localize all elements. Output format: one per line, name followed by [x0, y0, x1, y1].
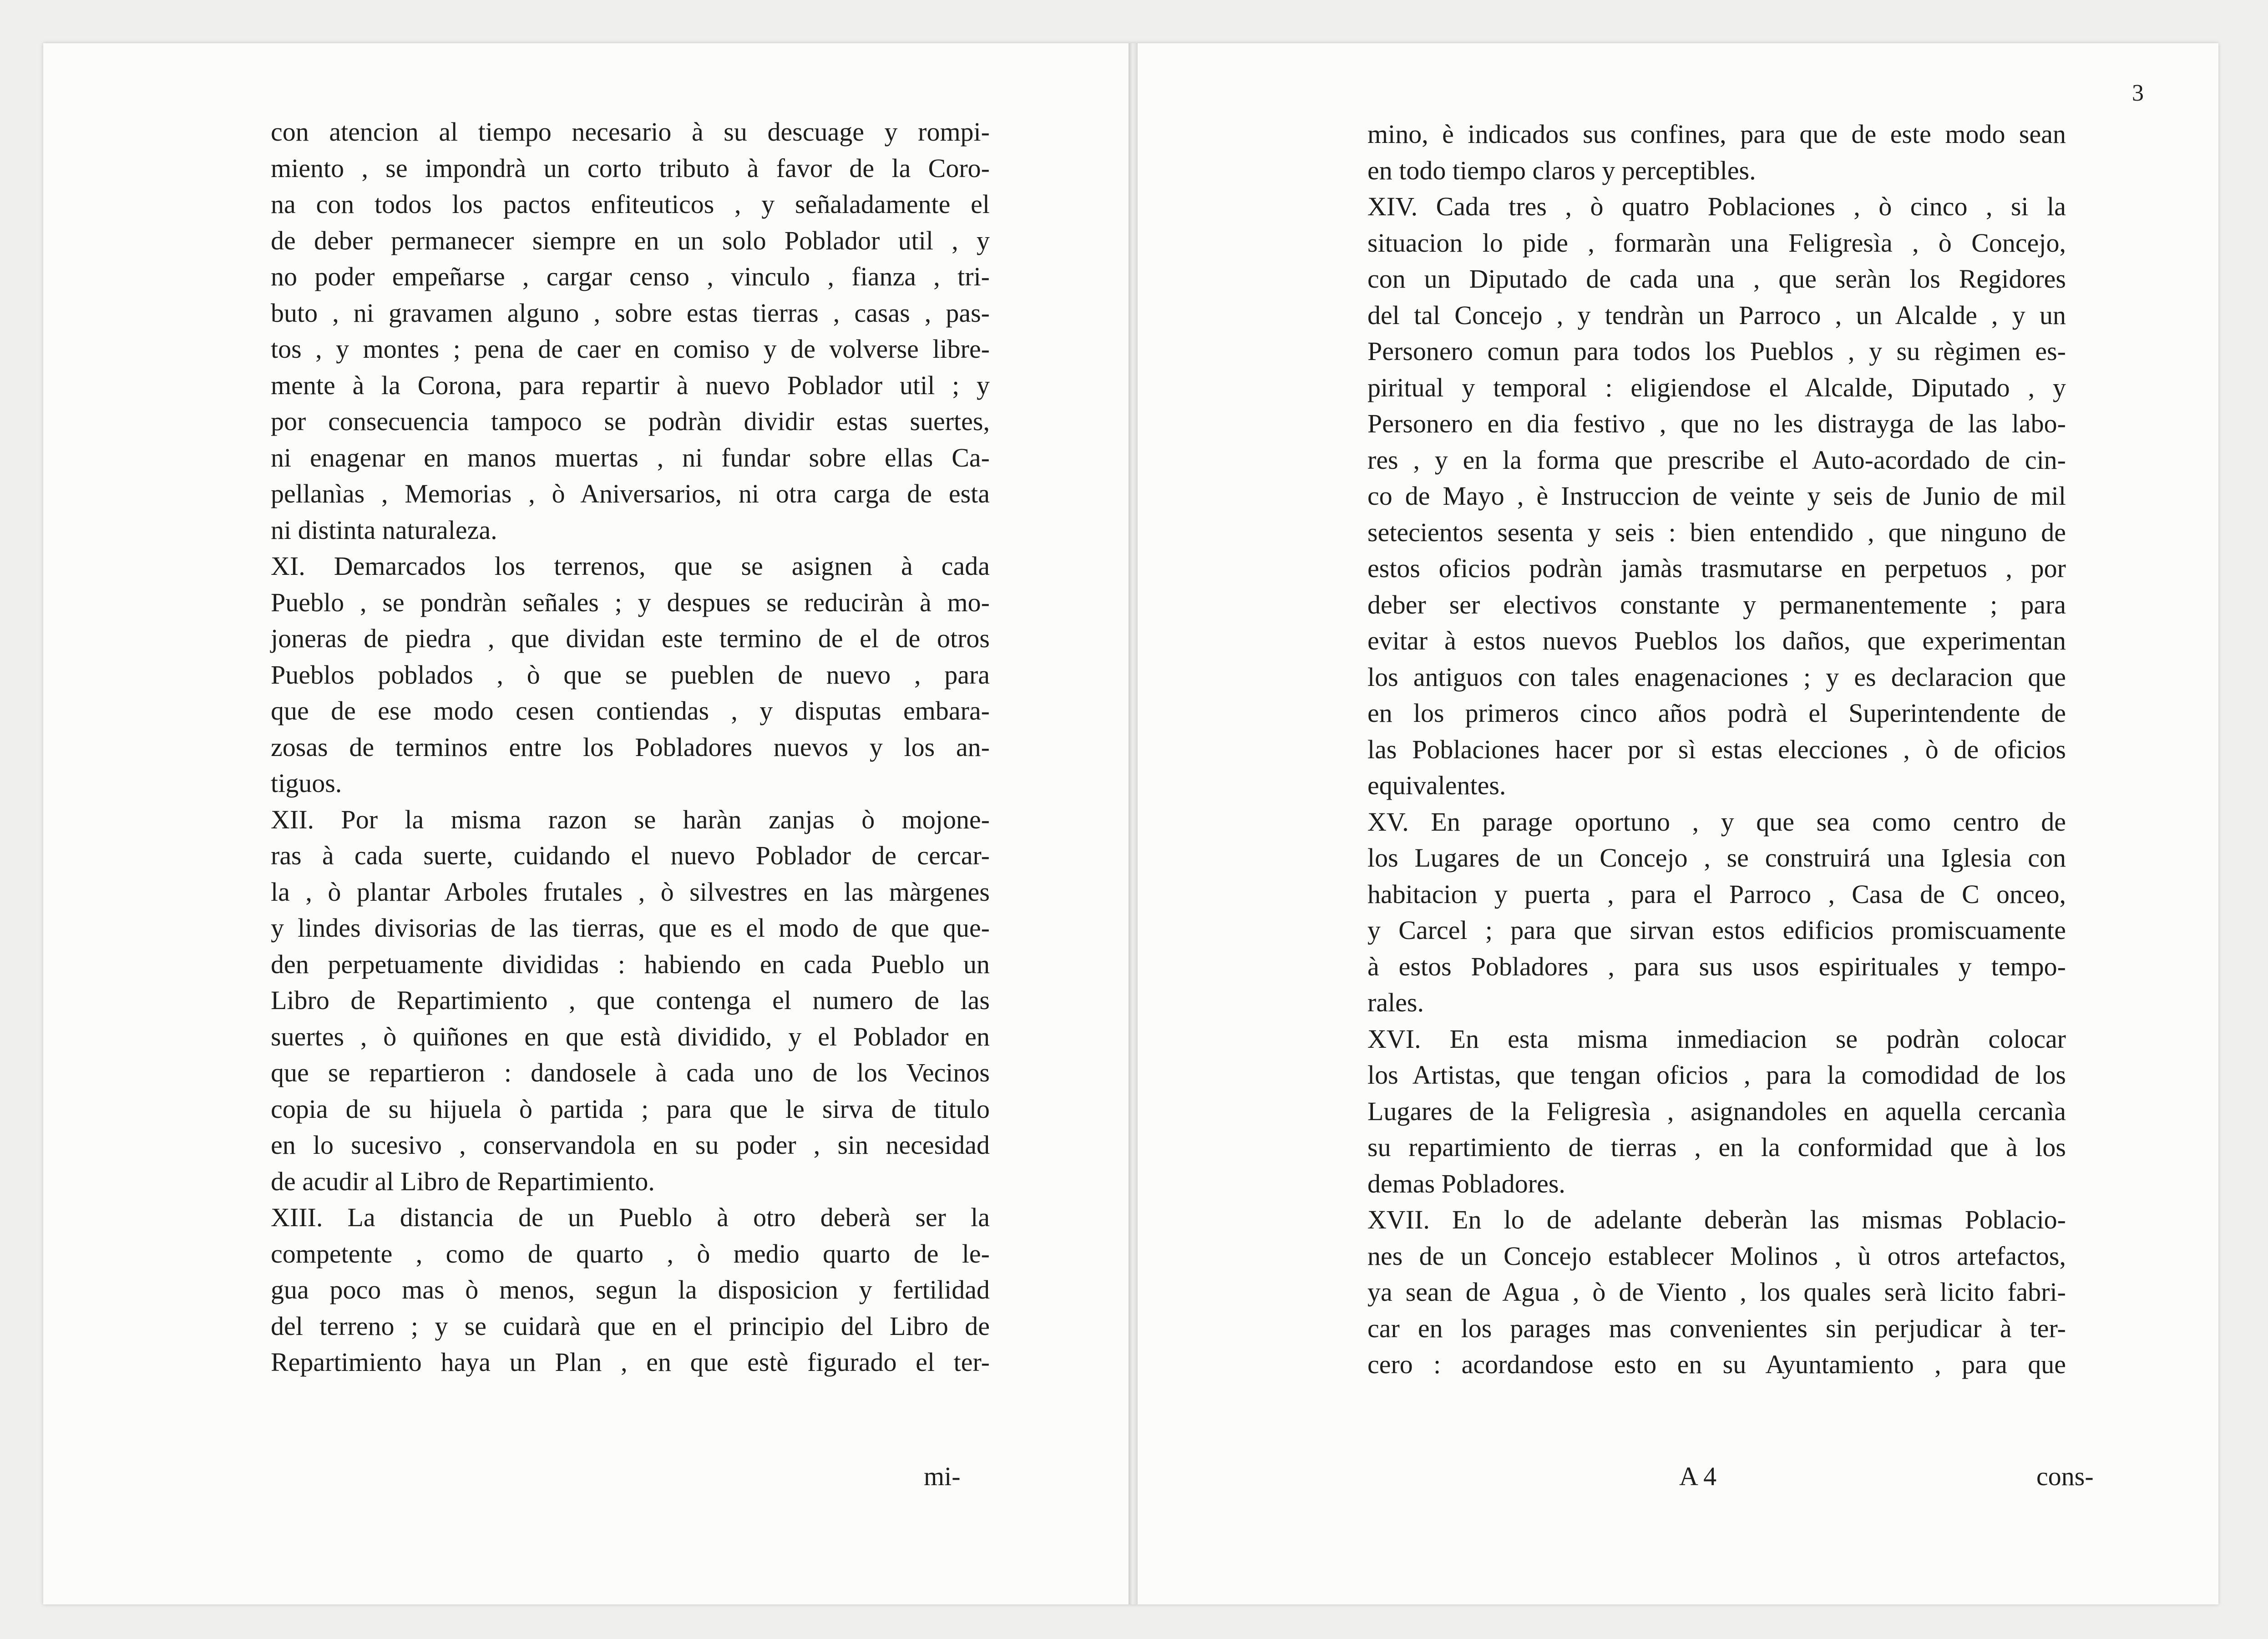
text-line: los Lugares de un Concejo , se construirá una Iglesia con	[1367, 843, 2066, 873]
text-line: los Artistas, que tengan oficios , para la comodidad de los	[1367, 1060, 2066, 1090]
text-line: co de Mayo , è Instruccion de veinte y seis de Junio de mil	[1367, 481, 2066, 511]
text-line: en los primeros cinco años podrà el Superintendente de	[1367, 698, 2066, 728]
text-line: del tal Concejo , y tendràn un Parroco , un Alcalde , y un	[1367, 300, 2066, 330]
text-line: XIII. La distancia de un Pueblo à otro deberà ser la	[271, 1203, 990, 1232]
text-line: que se repartieron : dandosele à cada uno de los Vecinos	[271, 1058, 990, 1087]
text-line: Personero en dia festivo , que no les distrayga de las labo-	[1367, 409, 2066, 438]
text-line: rales.	[1367, 988, 1424, 1017]
text-line: gua poco mas ò menos, segun la disposicion y fertilidad	[271, 1275, 990, 1304]
text-line: res , y en la forma que prescribe el Auto-acordado de cin-	[1367, 445, 2066, 475]
text-line: no poder empeñarse , cargar censo , vinculo , fianza , tri-	[271, 262, 990, 291]
text-line: que de ese modo cesen contiendas , y disputas embara-	[271, 696, 990, 726]
text-line: copia de su hijuela ò partida ; para que le sirva de titulo	[271, 1094, 990, 1124]
text-line: los antiguos con tales enagenaciones ; y es declaracion que	[1367, 662, 2066, 692]
text-line: equivalentes.	[1367, 771, 1506, 800]
text-line: joneras de piedra , que dividan este termino de el de otros	[271, 624, 990, 653]
text-line: Lugares de la Feligresìa , asignandoles en aquella cercanìa	[1367, 1096, 2066, 1126]
text-line: las Poblaciones hacer por sì estas elecciones , ò de oficios	[1367, 734, 2066, 764]
text-line: suertes , ò quiñones en que està dividido, y el Poblador en	[271, 1021, 990, 1051]
text-line: Personero comun para todos los Pueblos , y su règimen es-	[1367, 336, 2066, 366]
text-line: cero : acordandose esto en su Ayuntamiento , para que	[1367, 1350, 2066, 1379]
text-line: ni distinta naturaleza.	[271, 515, 497, 545]
text-line: con atencion al tiempo necesario à su descuage y rompi-	[271, 117, 990, 147]
text-line: mente à la Corona, para repartir à nuevo Poblador util ; y	[271, 370, 990, 400]
book-gutter	[1129, 43, 1138, 1604]
text-line: estos oficios podràn jamàs trasmutarse en perpetuos , por	[1367, 553, 2066, 583]
text-line: en todo tiempo claros y perceptibles.	[1367, 155, 1756, 185]
text-line: miento , se impondrà un corto tributo à favor de la Coro-	[271, 153, 990, 183]
text-line: XVII. En lo de adelante deberàn las mismas Poblacio-	[1367, 1205, 2066, 1234]
text-line: de acudir al Libro de Repartimiento.	[271, 1166, 655, 1196]
text-line: situacion lo pide , formaràn una Feligresìa , ò Concejo,	[1367, 228, 2066, 258]
text-line: piritual y temporal : eligiendose el Alcalde, Diputado , y	[1367, 372, 2066, 402]
text-line: del terreno ; y se cuidarà que en el principio del Libro de	[271, 1311, 990, 1341]
text-line: XII. Por la misma razon se haràn zanjas ò mojone-	[271, 804, 990, 834]
text-line: den perpetuamente divididas : habiendo en cada Pueblo un	[271, 949, 990, 979]
text-line: nes de un Concejo establecer Molinos , ù otros artefactos,	[1367, 1241, 2066, 1271]
text-line: habitacion y puerta , para el Parroco , Casa de C onceo,	[1367, 879, 2066, 909]
page-number: 3	[2132, 80, 2144, 106]
left-catchword: mi-	[924, 1461, 961, 1491]
text-line: Libro de Repartimiento , que contenga el numero de las	[271, 985, 990, 1015]
text-line: car en los parages mas convenientes sin perjudicar à ter-	[1367, 1313, 2066, 1343]
text-line: su repartimiento de tierras , en la conformidad que à los	[1367, 1132, 2066, 1162]
signature-mark: A 4	[1679, 1461, 1717, 1491]
right-page	[1138, 43, 2218, 1604]
text-line: ya sean de Agua , ò de Viento , los quales serà licito fabri-	[1367, 1277, 2066, 1307]
text-line: na con todos los pactos enfiteuticos , y señaladamente el	[271, 189, 990, 219]
text-line: la , ò plantar Arboles frutales , ò silvestres en las màrgenes	[271, 877, 990, 907]
text-line: de deber permanecer siempre en un solo Poblador util , y	[271, 225, 990, 255]
left-page	[43, 43, 1129, 1604]
right-page-text	[1367, 116, 2066, 1383]
text-line: por consecuencia tampoco se podràn dividir estas suertes,	[271, 406, 990, 436]
text-line: ras à cada suerte, cuidando el nuevo Poblador de cercar-	[271, 841, 990, 870]
left-page-text	[271, 114, 990, 1380]
right-catchword: cons-	[2036, 1461, 2094, 1491]
text-line: XIV. Cada tres , ò quatro Poblaciones , ò cinco , si la	[1367, 192, 2066, 221]
text-line: buto , ni gravamen alguno , sobre estas tierras , casas , pas-	[271, 298, 990, 328]
text-line: y Carcel ; para que sirvan estos edificios promiscuamente	[1367, 915, 2066, 945]
text-line: Pueblos poblados , ò que se pueblen de nuevo , para	[271, 660, 990, 690]
text-line: setecientos sesenta y seis : bien entendido , que ninguno de	[1367, 517, 2066, 547]
text-line: pellanìas , Memorias , ò Aniversarios, ni otra carga de esta	[271, 479, 990, 508]
text-line: tiguos.	[271, 768, 342, 798]
text-line: en lo sucesivo , conservandola en su poder , sin necesidad	[271, 1130, 990, 1160]
text-line: XVI. En esta misma inmediacion se podràn colocar	[1367, 1024, 2066, 1054]
text-line: Repartimiento haya un Plan , en que estè figurado el ter-	[271, 1347, 990, 1377]
text-line: ni enagenar en manos muertas , ni fundar sobre ellas Ca-	[271, 442, 990, 472]
book-spread	[43, 43, 2218, 1604]
text-line: demas Pobladores.	[1367, 1168, 1565, 1198]
text-line: XI. Demarcados los terrenos, que se asignen à cada	[271, 551, 990, 581]
text-line: mino, è indicados sus confines, para que de este modo sean	[1367, 119, 2066, 149]
text-line: y lindes divisorias de las tierras, que es el modo de que que-	[271, 913, 990, 943]
text-line: zosas de terminos entre los Pobladores nuevos y los an-	[271, 732, 990, 762]
text-line: à estos Pobladores , para sus usos espirituales y tempo-	[1367, 951, 2066, 981]
text-line: Pueblo , se pondràn señales ; y despues se reduciràn à mo-	[271, 587, 990, 617]
text-line: deber ser electivos constante y permanentemente ; para	[1367, 589, 2066, 619]
text-line: tos , y montes ; pena de caer en comiso y de volverse libre-	[271, 334, 990, 364]
text-line: XV. En parage oportuno , y que sea como centro de	[1367, 807, 2066, 837]
text-line: competente , como de quarto , ò medio quarto de le-	[271, 1238, 990, 1269]
text-line: evitar à estos nuevos Pueblos los daños, que experimentan	[1367, 626, 2066, 655]
text-line: con un Diputado de cada una , que seràn los Regidores	[1367, 264, 2066, 294]
